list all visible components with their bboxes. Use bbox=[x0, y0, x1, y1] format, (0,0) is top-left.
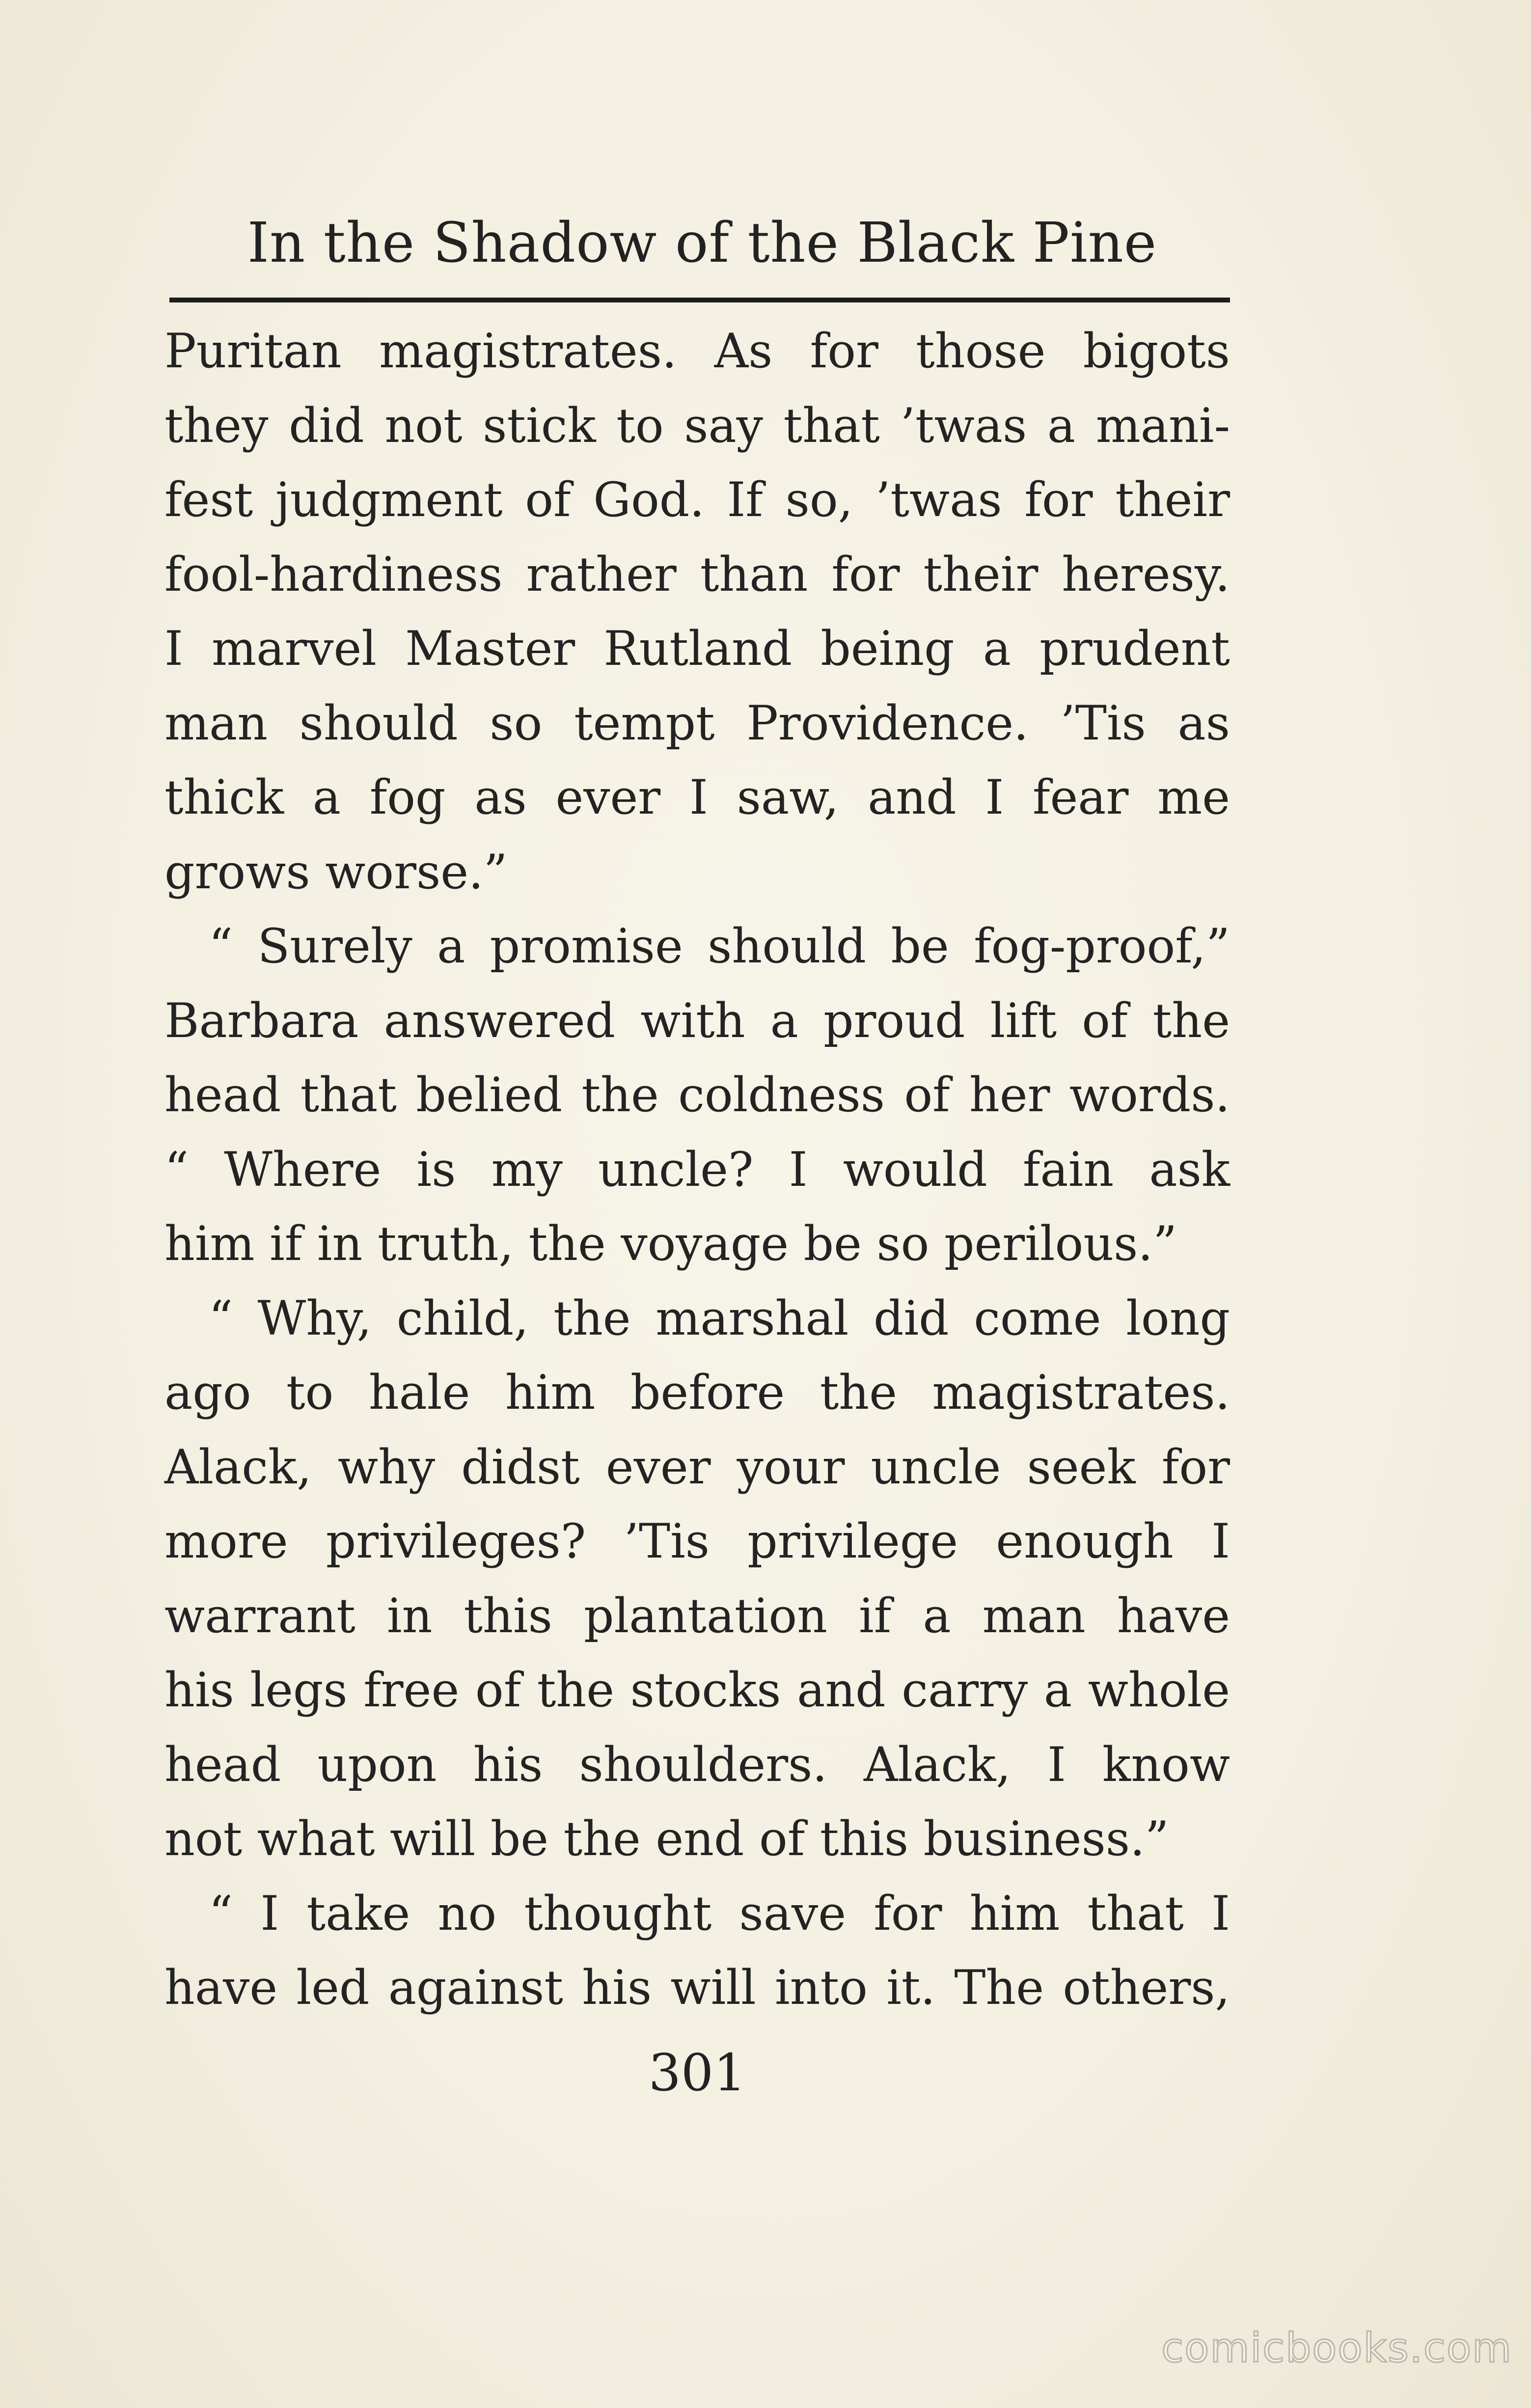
text-line: head upon his shoulders. Alack, I know bbox=[164, 1737, 1230, 1792]
text-line: fool-hardiness rather than for their heresy. bbox=[164, 547, 1230, 602]
text-line: his legs free of the stocks and carry a whole bbox=[164, 1663, 1230, 1718]
text-line: “ Why, child, the marshal did come long bbox=[209, 1290, 1230, 1346]
text-line: have led against his will into it. The others, bbox=[164, 1960, 1230, 2015]
text-line: not what will be the end of this business.” bbox=[164, 1811, 1169, 1866]
text-line: “ Where is my uncle? I would fain ask bbox=[164, 1142, 1230, 1197]
text-line: I marvel Master Rutland being a prudent bbox=[164, 621, 1230, 676]
text-line: him if in truth, the voyage be so perilous.” bbox=[164, 1216, 1177, 1271]
text-line: Barbara answered with a proud lift of the bbox=[164, 993, 1230, 1048]
running-head: In the Shadow of the Black Pine bbox=[247, 211, 1157, 275]
text-line: “ Surely a promise should be fog-proof,” bbox=[209, 919, 1230, 974]
text-line: grows worse.” bbox=[164, 844, 508, 900]
text-line: warrant in this plantation if a man have bbox=[164, 1588, 1230, 1643]
text-line: fest judgment of God. If so, ’twas for their bbox=[164, 472, 1230, 527]
text-line: “ I take no thought save for him that I bbox=[209, 1886, 1230, 1941]
text-line: more privileges? ’Tis privilege enough I bbox=[164, 1514, 1230, 1569]
body-text bbox=[164, 314, 1230, 2025]
text-line: thick a fog as ever I saw, and I fear me bbox=[164, 770, 1230, 825]
text-line: ago to hale him before the magistrates. bbox=[164, 1365, 1230, 1420]
page-number: 301 bbox=[648, 2043, 746, 2103]
text-line: Puritan magistrates. As for those bigots bbox=[164, 324, 1230, 379]
text-line: they did not stick to say that ’twas a mani- bbox=[164, 398, 1230, 453]
text-line: Alack, why didst ever your uncle seek for bbox=[164, 1439, 1230, 1495]
watermark: comicbooks.com bbox=[1161, 2325, 1512, 2372]
header-rule bbox=[169, 298, 1230, 302]
text-line: man should so tempt Providence. ’Tis as bbox=[164, 695, 1230, 751]
text-line: head that belied the coldness of her words. bbox=[164, 1067, 1230, 1122]
